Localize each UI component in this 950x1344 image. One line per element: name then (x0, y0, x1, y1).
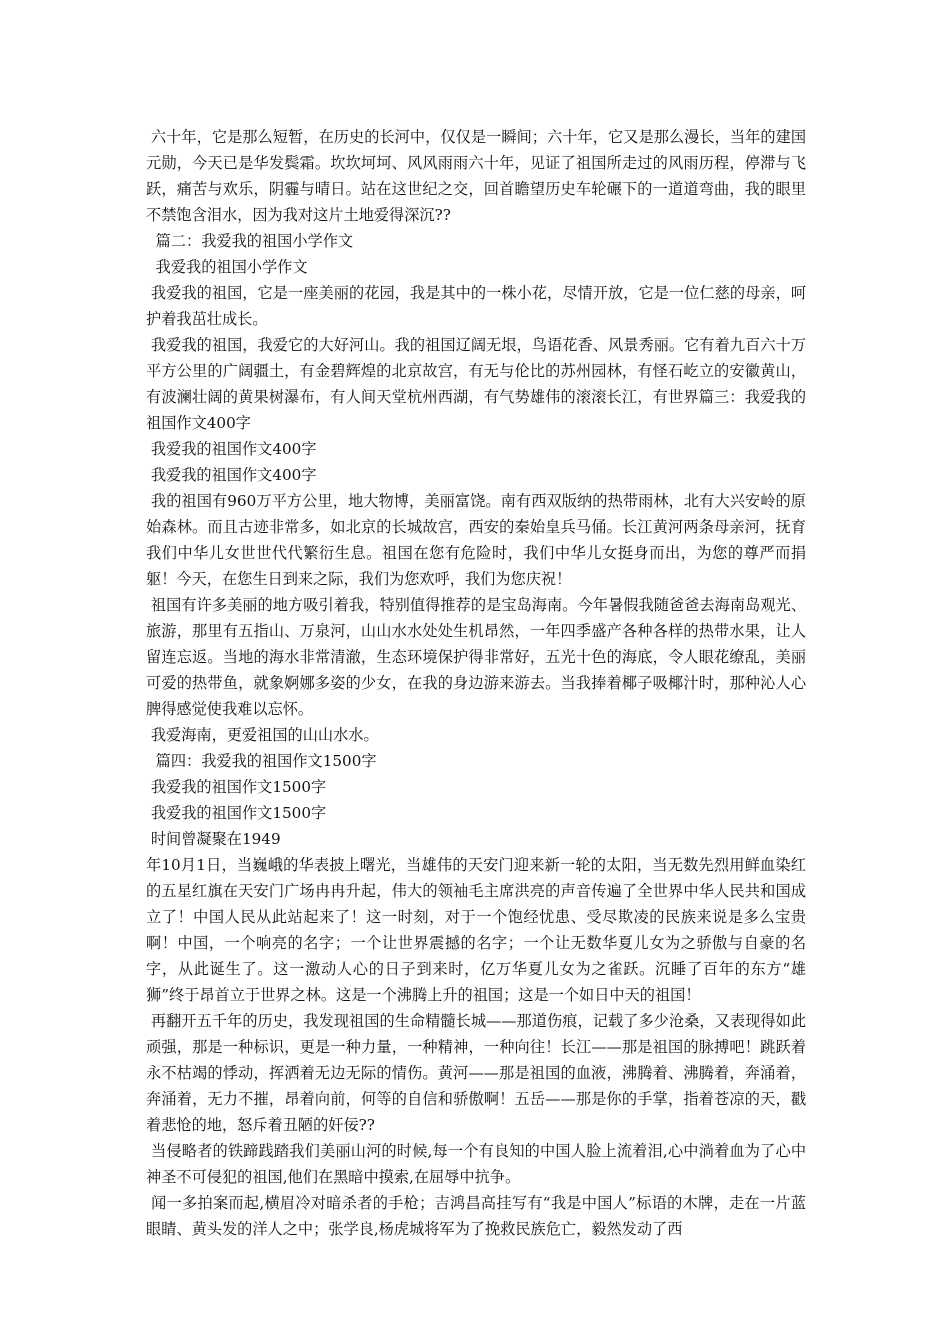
paragraph: 年10月1日，当巍峨的华表披上曙光，当雄伟的天安门迎来新一轮的太阳，当无数先烈用鲜血染红的五星红旗在天安门广场冉冉升起，伟大的领袖毛主席洪亮的声音传遍了全世界中华人民共和国成立了！中国人民从此站起来了！这一时刻，对于一个饱经忧患、受尽欺凌的民族来说是多么宝贵啊！中国，一个响亮的名字；一个让世界震撼的名字；一个让无数华夏儿女为之骄傲与自豪的名字，从此诞生了。这一激动人心的日子到来时，亿万华夏儿女为之雀跃。沉睡了百年的东方“雄狮”终于昂首立于世界之林。这是一个沸腾上升的祖国；这是一个如日中天的祖国！ (146, 856, 806, 1004)
paragraph: 我爱海南，更爱祖国的山山水水。 (146, 726, 379, 744)
section-heading: 篇四：我爱我的祖国作文1500字 (146, 752, 377, 770)
paragraph: 时间曾凝聚在1949 (146, 830, 281, 848)
paragraph: 我爱我的祖国，它是一座美丽的花园，我是其中的一株小花，尽情开放，它是一位仁慈的母亲，呵护着我茁壮成长。 (146, 284, 807, 328)
paragraph: 祖国有许多美丽的地方吸引着我，特别值得推荐的是宝岛海南。今年暑假我随爸爸去海南岛观光、旅游，那里有五指山、万泉河，山山水水处处生机昂然，一年四季盛产各种各样的热带水果，让人留连忘返。当地的海水非常清澈，生态环境保护得非常好，五光十色的海底，令人眼花缭乱，美丽可爱的热带鱼，就象婀娜多姿的少女，在我的身边游来游去。当我捧着椰子吸椰汁时，那种沁人心脾得感觉使我难以忘怀。 (146, 596, 807, 718)
paragraph: 当侵略者的铁蹄践踏我们美丽山河的时候,每一个有良知的中国人脸上流着泪,心中淌着血为了心中神圣不可侵犯的祖国,他们在黑暗中摸索,在屈辱中抗争。 (146, 1142, 807, 1186)
essay-title: 我爱我的祖国作文400字 (146, 440, 317, 458)
document-page (146, 124, 806, 1242)
paragraph: 六十年，它是那么短暂，在历史的长河中，仅仅是一瞬间；六十年，它又是那么漫长，当年的建国元勋，今天已是华发鬓霜。坎坎坷坷、风风雨雨六十年，见证了祖国所走过的风雨历程，停滞与飞跃，痛苦与欢乐，阴霾与晴日。站在这世纪之交，回首瞻望历史车轮碾下的一道道弯曲，我的眼里不禁饱含泪水，因为我对这片土地爱得深沉?? (146, 128, 807, 224)
paragraph: 再翻开五千年的历史，我发现祖国的生命精髓长城——那道伤痕，记载了多少沧桑，又表现得如此顽强，那是一种标识，更是一种力量，一种精神，一种向往！长江——那是祖国的脉搏吧！跳跃着永不枯竭的悸动，挥洒着无边无际的情伤。黄河——那是祖国的血液，沸腾着、沸腾着，奔涌着，奔涌着，无力不摧，昂着向前，何等的自信和骄傲啊！五岳——那是你的手掌，指着苍凉的天，戳着悲怆的地，怒斥着丑陋的奸佞?? (146, 1012, 807, 1134)
essay-title: 我爱我的祖国作文1500字 (146, 778, 327, 796)
essay-title: 我爱我的祖国作文1500字 (146, 804, 327, 822)
essay-title: 我爱我的祖国小学作文 (146, 258, 308, 276)
essay-title: 我爱我的祖国作文400字 (146, 466, 317, 484)
paragraph: 我爱我的祖国，我爱它的大好河山。我的祖国辽阔无垠，鸟语花香、风景秀丽。它有着九百六十万平方公里的广阔疆土，有金碧辉煌的北京故宫，有无与伦比的苏州园林，有怪石屹立的安徽黄山，有波澜壮阔的黄果树瀑布，有人间天堂杭州西湖，有气势雄伟的滚滚长江，有世界篇三：我爱我的祖国作文400字 (146, 336, 807, 432)
paragraph: 闻一多拍案而起,横眉冷对暗杀者的手枪；吉鸿昌高挂写有“我是中国人”标语的木牌，走在一片蓝眼睛、黄头发的洋人之中；张学良,杨虎城将军为了挽救民族危亡，毅然发动了西 (146, 1194, 807, 1238)
section-heading: 篇二：我爱我的祖国小学作文 (146, 232, 354, 250)
paragraph: 我的祖国有960万平方公里，地大物博，美丽富饶。南有西双版纳的热带雨林，北有大兴安岭的原始森林。而且古迹非常多，如北京的长城故宫，西安的秦始皇兵马俑。长江黄河两条母亲河，抚育我们中华儿女世世代代繁衍生息。祖国在您有危险时，我们中华儿女挺身而出，为您的尊严而捐躯！今天，在您生日到来之际，我们为您欢呼，我们为您庆祝！ (146, 492, 806, 588)
